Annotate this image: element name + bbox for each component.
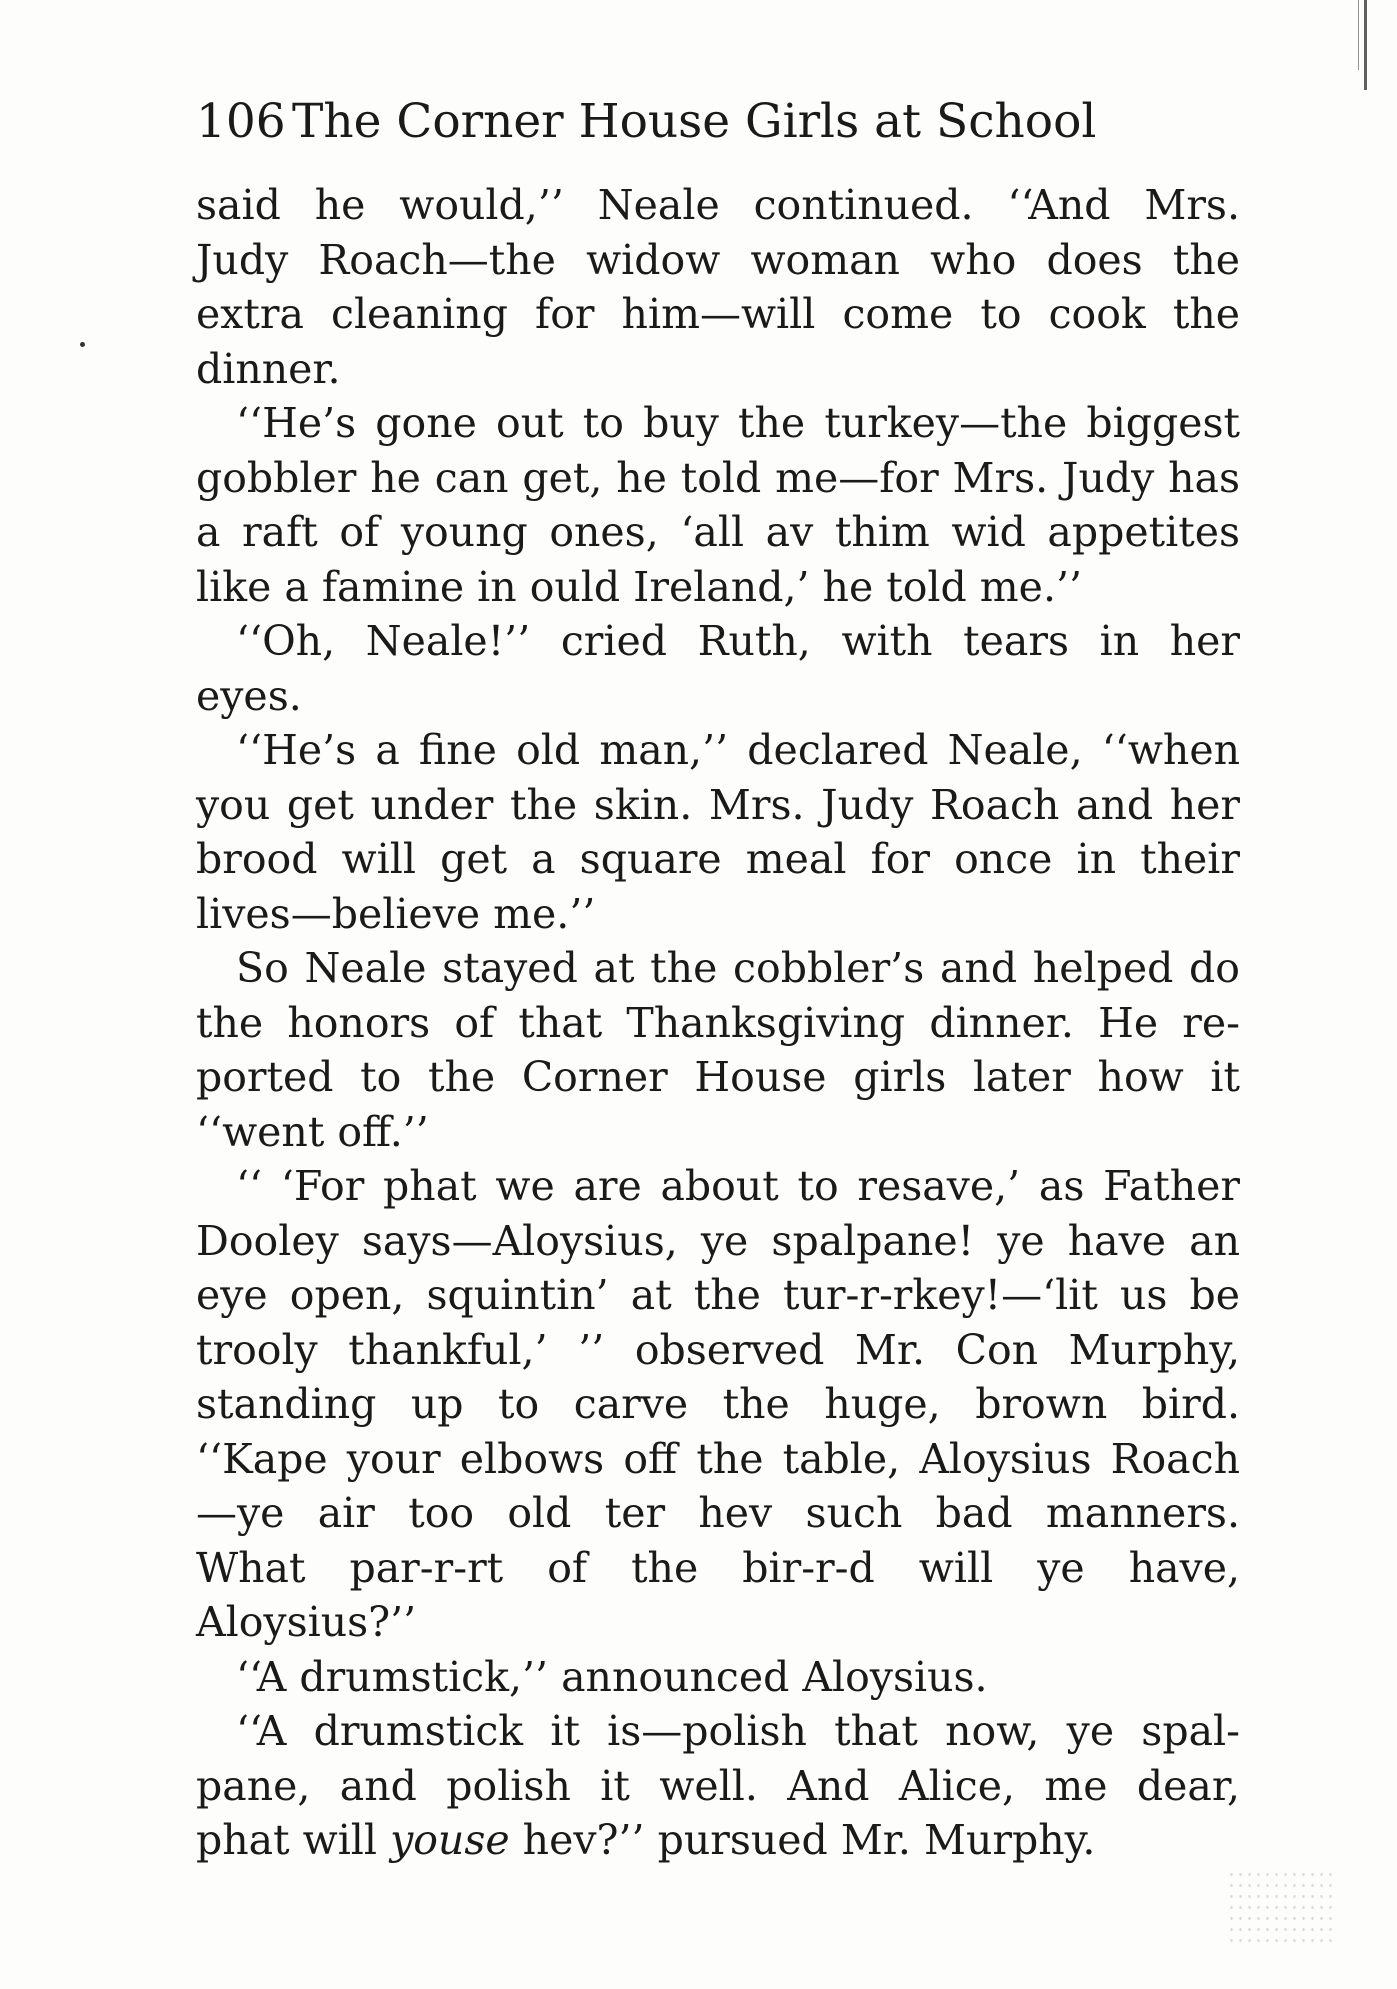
text-segment: hev?’’ pursued Mr. Murphy. bbox=[509, 1816, 1096, 1864]
text-line: dinner. bbox=[196, 344, 341, 393]
text-line: lives—believe me.’’ bbox=[196, 889, 596, 938]
text-line: So Neale stayed at the cobbler’s and helped do bbox=[236, 944, 1240, 992]
text-line: Aloysius?’’ bbox=[196, 1598, 417, 1646]
text-line: What par-r-rt of the bir-r-d will ye have, bbox=[196, 1543, 1240, 1592]
text-line: ‘‘ ‘For phat we are about to resave,’ as Father bbox=[236, 1162, 1240, 1210]
text-line: extra cleaning for him—will come to cook the bbox=[196, 290, 1240, 338]
text-line: ‘‘He’s gone out to buy the turkey—the biggest bbox=[236, 399, 1240, 447]
text-line: brood will get a square meal for once in their bbox=[196, 835, 1240, 883]
text-line: you get under the skin. Mrs. Judy Roach and her bbox=[196, 780, 1240, 829]
text-line-final bbox=[196, 1813, 1240, 1868]
text-line: the honors of that Thanksgiving dinner. He re- bbox=[196, 998, 1240, 1047]
page-edge-mark-thin bbox=[1358, 0, 1359, 70]
ink-speck bbox=[80, 342, 85, 347]
text-line: ‘‘He’s a fine old man,’’ declared Neale, ‘‘when bbox=[236, 726, 1240, 774]
text-line: eyes. bbox=[196, 671, 302, 720]
body-text bbox=[196, 178, 1240, 1868]
text-line: ‘‘went off.’’ bbox=[196, 1107, 429, 1156]
page-edge-mark bbox=[1364, 0, 1367, 90]
text-line: trooly thankful,’ ’’ observed Mr. Con Murphy, bbox=[196, 1325, 1240, 1374]
paper-noise bbox=[1227, 1869, 1337, 1949]
text-line: standing up to carve the huge, brown bird. bbox=[196, 1380, 1240, 1428]
text-line: Dooley says—Aloysius, ye spalpane! ye have an bbox=[196, 1216, 1240, 1265]
text-segment: phat will bbox=[196, 1816, 391, 1864]
text-line: Judy Roach—the widow woman who does the bbox=[196, 235, 1240, 284]
text-line: ‘‘A drumstick,’’ announced Aloysius. bbox=[236, 1652, 988, 1701]
italic-word: youse bbox=[390, 1816, 510, 1864]
text-line: —ye air too old ter hev such bad manners. bbox=[196, 1489, 1240, 1537]
running-header bbox=[196, 92, 1236, 152]
text-line: said he would,’’ Neale continued. ‘‘And Mrs. bbox=[196, 181, 1240, 229]
text-line: ported to the Corner House girls later how it bbox=[196, 1053, 1240, 1101]
text-line: ‘‘Kape your elbows off the table, Aloysius Roach bbox=[196, 1434, 1240, 1483]
text-line: like a famine in ould Ireland,’ he told me.’’ bbox=[196, 562, 1083, 611]
text-line: ‘‘A drumstick it is—polish that now, ye spal- bbox=[236, 1707, 1240, 1755]
page-number: 106 bbox=[196, 94, 286, 149]
text-line: a raft of young ones, ‘all av thim wid appetites bbox=[196, 508, 1240, 556]
text-line: pane, and polish it well. And Alice, me dear, bbox=[196, 1761, 1240, 1810]
running-title: The Corner House Girls at School bbox=[292, 94, 1097, 149]
text-line: gobbler he can get, he told me—for Mrs. Judy has bbox=[196, 453, 1240, 502]
text-line: eye open, squintin’ at the tur-r-rkey!—‘lit us be bbox=[196, 1271, 1240, 1319]
text-line: ‘‘Oh, Neale!’’ cried Ruth, with tears in her bbox=[236, 617, 1240, 665]
